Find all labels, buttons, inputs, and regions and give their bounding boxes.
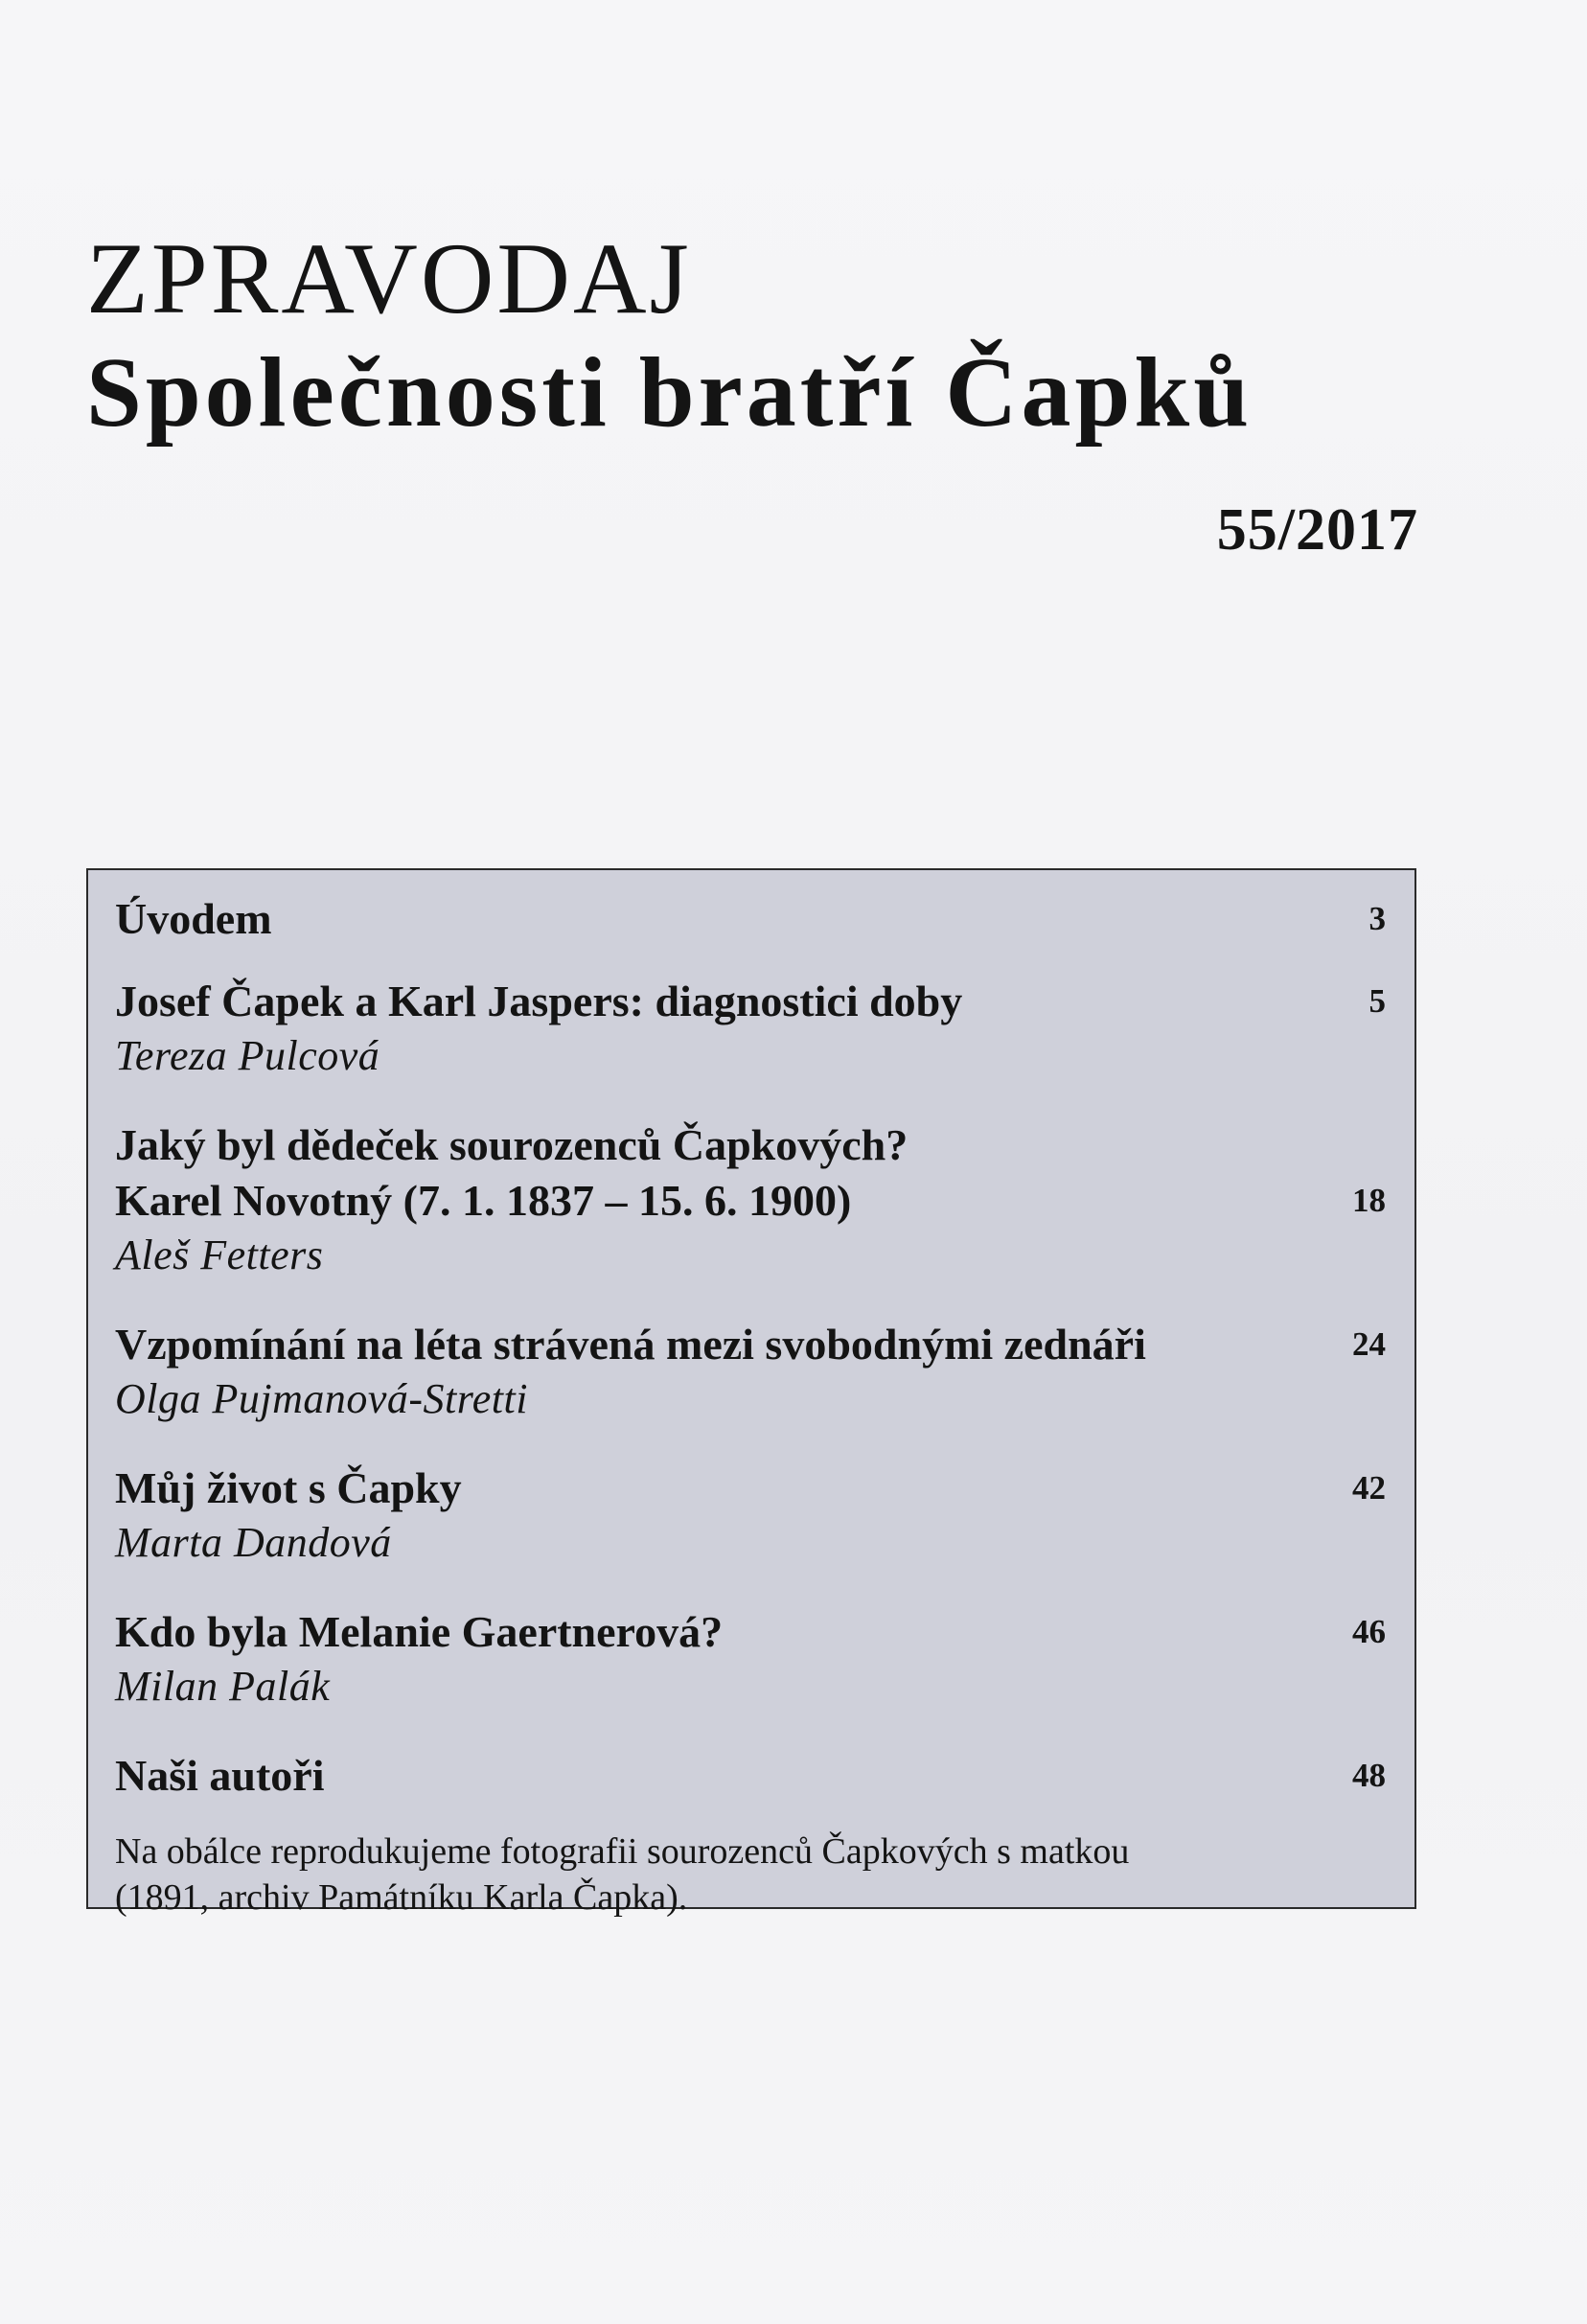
toc-entry [115, 1117, 1390, 1282]
toc-entry-title: Kdo byla Melanie Gaertnerová? [115, 1607, 724, 1656]
toc-entry-title: Naši autoři [115, 1751, 325, 1800]
toc-entry-title: Můj život s Čapky [115, 1463, 462, 1512]
toc-entry-page: 18 [1352, 1182, 1386, 1219]
cover-note-line: Na obálce reprodukujeme fotografii sourozenců Čapkových s matkou [115, 1831, 1130, 1872]
toc-entry [115, 974, 1390, 1083]
toc-list [115, 891, 1390, 1921]
toc-entry-author: Marta Dandová [115, 1519, 392, 1566]
toc-entry [115, 1604, 1390, 1714]
cover-note-line: (1891, archiv Památníku Karla Čapka). [115, 1877, 688, 1918]
toc-entry-title: Josef Čapek a Karl Jaspers: diagnostici doby [115, 977, 963, 1025]
toc-entry [115, 1461, 1390, 1570]
toc-entry-author: Aleš Fetters [115, 1231, 324, 1278]
toc-entry-page: 3 [1368, 900, 1386, 937]
toc-entry-title: Jaký byl dědeček sourozenců Čapkových? [115, 1120, 908, 1169]
toc-entry-page: 5 [1368, 982, 1386, 1020]
table-of-contents [86, 868, 1416, 1918]
toc-entry-author: Olga Pujmanová-Stretti [115, 1375, 528, 1422]
journal-subtitle: Společnosti bratří Čapků [86, 337, 1254, 448]
toc-entry-page: 48 [1352, 1757, 1386, 1794]
cover-note [115, 1829, 1390, 1921]
journal-title: ZPRAVODAJ [86, 222, 692, 334]
toc-entry-author: Tereza Pulcová [115, 1032, 380, 1079]
toc-entry-page: 42 [1352, 1469, 1386, 1507]
toc-entry-title: Vzpomínání na léta strávená mezi svobodnými zednáři [115, 1320, 1146, 1369]
toc-entry-title: Karel Novotný (7. 1. 1837 – 15. 6. 1900) [115, 1176, 852, 1225]
toc-entry-page: 24 [1352, 1325, 1386, 1363]
toc-entry-author: Milan Palák [115, 1663, 331, 1710]
toc-entry [115, 1748, 1390, 1804]
toc-entry [115, 1317, 1390, 1426]
toc-entry-page: 46 [1352, 1613, 1386, 1650]
toc-entry-title: Úvodem [115, 894, 272, 943]
toc-entry [115, 891, 1390, 947]
issue-number: 55/2017 [1216, 497, 1418, 563]
